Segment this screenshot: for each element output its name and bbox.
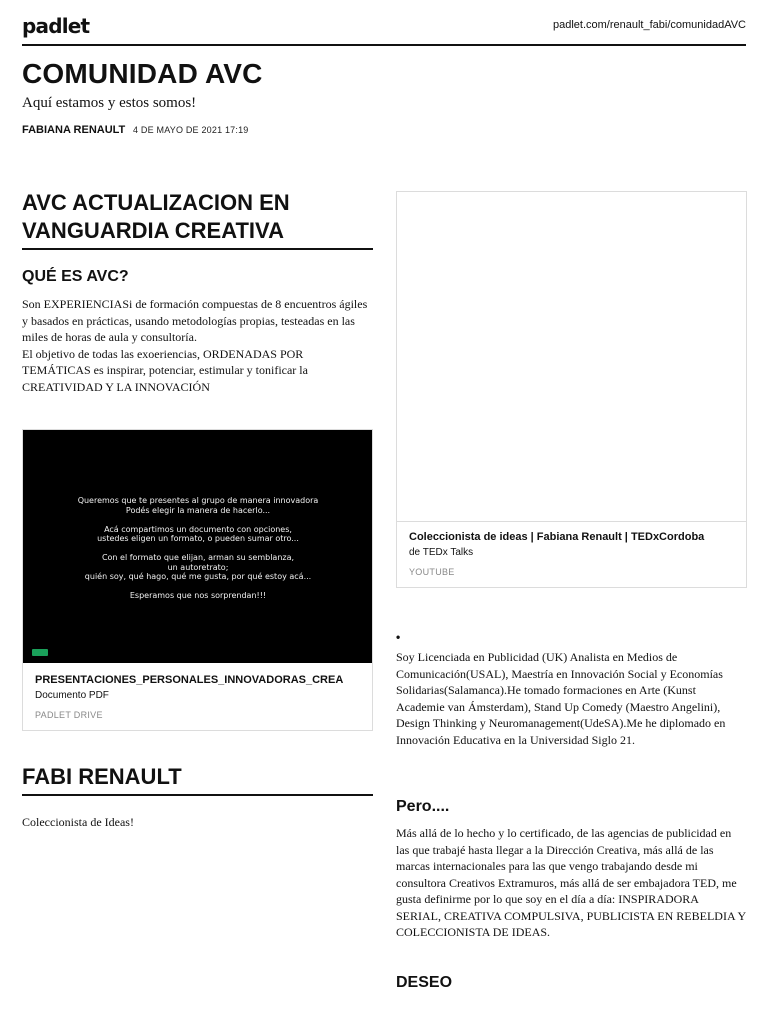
post-title-pero: Pero.... bbox=[396, 798, 450, 815]
bullet-marker: • bbox=[396, 630, 401, 644]
video-channel: de TEDx Talks bbox=[409, 547, 474, 558]
slide-logo-icon bbox=[32, 649, 48, 656]
pdf-slide-text: Queremos que te presentes al grupo de manera innovadora Podés elegir la manera de hacerlo... Acá compartimos un documento con opciones, ustedes eligen un formato, o pueden sumar otro... Con el formato que elijan, arman su semblanza, un autoretrato; quién soy, qué hago, qué me gusta, por qué estoy acá... Esperamos que nos sorprendan!!! bbox=[77, 496, 319, 600]
pdf-attachment-source: PADLET DRIVE bbox=[35, 710, 103, 720]
section-heading-fabi-renault: FABI RENAULT bbox=[22, 763, 373, 796]
video-attachment-info bbox=[397, 531, 746, 577]
board-subtitle: Aquí estamos y estos somos! bbox=[22, 95, 197, 111]
video-attachment-card[interactable] bbox=[396, 191, 747, 588]
board-url[interactable]: padlet.com/renault_fabi/comunidadAVC bbox=[552, 19, 746, 31]
board-title: COMUNIDAD AVC bbox=[22, 58, 263, 89]
post-body-fabi-renault: Coleccionista de Ideas! bbox=[22, 815, 134, 829]
section-heading-avc: AVC ACTUALIZACION EN VANGUARDIA CREATIVA bbox=[22, 189, 373, 250]
top-bar bbox=[22, 12, 746, 46]
post-body-pero: Más allá de lo hecho y lo certificado, de las agencias de publicidad en las que trabajé hasta llegar a la Dirección Creativa, más allá de las marcas internacionales para las que vengo trabajando desde mi consultora Creativos Extramuros, más allá de ser embajadora TED, me gusta definirme por lo que soy en el día a día: INSPIRADORA SERIAL, CREATIVA COMPULSIVA, PUBLICISTA EN REBELDIA Y COLECCIONISTA DE IDEAS. bbox=[396, 826, 746, 939]
video-preview[interactable] bbox=[397, 192, 746, 522]
board-date: 4 DE MAYO DE 2021 17:19 bbox=[133, 125, 249, 135]
pdf-attachment-type: Documento PDF bbox=[35, 690, 109, 701]
pdf-attachment-title[interactable]: PRESENTACIONES_PERSONALES_INNOVADORAS_CREA bbox=[35, 674, 344, 686]
post-title-que-es-avc: QUÉ ES AVC? bbox=[22, 268, 129, 285]
board-author[interactable]: FABIANA RENAULT bbox=[22, 124, 126, 136]
video-title[interactable]: Coleccionista de ideas | Fabiana Renault | TEDxCordoba bbox=[409, 531, 705, 543]
pdf-attachment-card[interactable] bbox=[22, 429, 373, 731]
post-body-que-es-avc: Son EXPERIENCIASi de formación compuestas de 8 encuentros ágiles y basados en prácticas, usando metodologías propias, testeadas en las miles de horas de aula y consultoría. El objetivo de todas las exoeriencias, ORDENADAS POR TEMÁTICAS es inspirar, potenciar, estimular y tonificar la CREATIVIDAD Y LA INNOVACIÓN bbox=[22, 297, 368, 394]
video-source: YOUTUBE bbox=[409, 567, 455, 577]
pdf-attachment-info bbox=[23, 674, 372, 720]
padlet-logo[interactable]: padlet bbox=[22, 14, 90, 38]
post-title-deseo: DESEO bbox=[396, 974, 453, 991]
pdf-preview-thumbnail[interactable] bbox=[23, 430, 372, 663]
post-body-bio: Soy Licenciada en Publicidad (UK) Analista en Medios de Comunicación(USAL), Maestría en Innovación Social y Economías Solidarias(Salamanca).He tomado formaciones en Arte (Kunst Academie van Ámsterdam), Stand Up Comedy (Maestro Angelini), Design Thinking y Neuromanagement(UdeSA).Me he diplomado en Innovación Educativa en la Universidad Siglo 21. bbox=[396, 650, 726, 747]
